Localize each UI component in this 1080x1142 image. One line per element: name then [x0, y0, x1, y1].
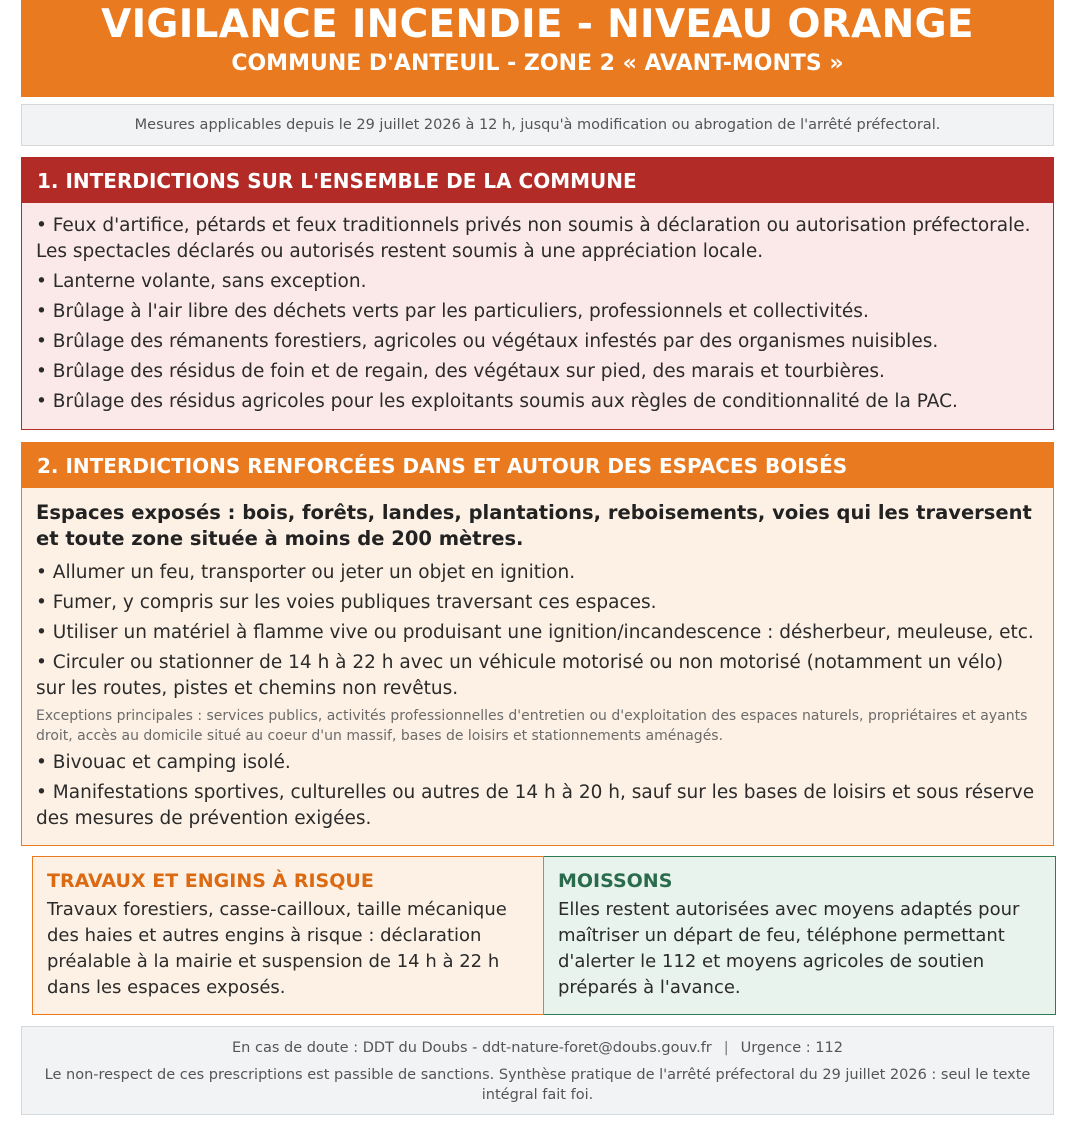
alert-subtitle: COMMUNE D'ANTEUIL - ZONE 2 « AVANT-MONTS » [231, 51, 844, 76]
harvest-text: Elles restent autorisées avec moyens adaptés pour maîtriser un départ de feu, téléphone permettant d'alerter le 112 et moyens agricoles de soutien préparés à l'avance. [558, 899, 1020, 998]
section-woodland-bans [21, 442, 1054, 846]
ban-item: • Brûlage des résidus agricoles pour les exploitants soumis aux règles de conditionnalité de la PAC. [36, 391, 958, 412]
section-commune-bans [21, 157, 1054, 430]
ban-item: • Lanterne volante, sans exception. [36, 271, 367, 292]
section-2-title: 2. INTERDICTIONS RENFORCÉES DANS ET AUTOUR DES ESPACES BOISÉS [21, 442, 1054, 488]
section-1-title: 1. INTERDICTIONS SUR L'ENSEMBLE DE LA COMMUNE [21, 157, 1054, 203]
ban-item: • Feux d'artifice, pétards et feux traditionnels privés non soumis à déclaration ou autorisation préfectorale. Les spectacles déclarés ou autorisés restent soumis à une appréciation locale. [36, 215, 1031, 262]
works-title: TRAVAUX ET ENGINS À RISQUE [47, 870, 374, 892]
exposed-areas-definition: Espaces exposés : bois, forêts, landes, plantations, reboisements, voies qui les traversent et toute zone située à moins de 200 mètres. [36, 501, 1032, 550]
alert-header [21, 0, 1054, 97]
footer [21, 1026, 1054, 1115]
validity-notice: Mesures applicables depuis le 29 juillet 2026 à 12 h, jusqu'à modification ou abrogation de l'arrêté préfectoral. [21, 104, 1054, 146]
harvest-box [544, 856, 1056, 1015]
works-text: Travaux forestiers, casse-cailloux, taille mécanique des haies et autres engins à risque : déclaration préalable à la mairie et suspension de 14 h à 22 h dans les espaces exposés. [47, 899, 507, 998]
section-1-list [22, 203, 1053, 415]
ban-item: • Bivouac et camping isolé. [36, 752, 291, 773]
ban-item: • Manifestations sportives, culturelles ou autres de 14 h à 20 h, sauf sur les bases de loisirs et sous réserve des mesures de prévention exigées. [36, 782, 1035, 829]
harvest-title: MOISSONS [558, 870, 673, 892]
ban-item: • Brûlage des résidus de foin et de regain, des végétaux sur pied, des marais et tourbières. [36, 361, 885, 382]
contact-info: En cas de doute : DDT du Doubs - ddt-nature-foret@doubs.gouv.fr [232, 1040, 712, 1056]
ban-item: • Brûlage des rémanents forestiers, agricoles ou végétaux infestés par des organismes nuisibles. [36, 331, 939, 352]
section-2-list [22, 488, 1053, 832]
ban-item: • Utiliser un matériel à flamme vive ou produisant une ignition/incandescence : désherbeur, meuleuse, etc. [36, 622, 1034, 643]
ban-item: • Fumer, y compris sur les voies publiques traversant ces espaces. [36, 592, 657, 613]
footer-separator: | [723, 1040, 729, 1056]
alert-title: VIGILANCE INCENDIE - NIVEAU ORANGE [101, 2, 974, 47]
footer-contact-line [22, 1037, 1053, 1059]
info-boxes [32, 856, 1056, 1015]
emergency-number: Urgence : 112 [740, 1040, 843, 1056]
ban-item: • Allumer un feu, transporter ou jeter un objet en ignition. [36, 562, 576, 583]
ban-item: • Circuler ou stationner de 14 h à 22 h avec un véhicule motorisé ou non motorisé (notamment un vélo) sur les routes, pistes et chemins non revêtus. [36, 652, 1004, 699]
ban-item: • Brûlage à l'air libre des déchets verts par les particuliers, professionnels et collectivités. [36, 301, 869, 322]
works-box [32, 856, 544, 1015]
exceptions-note: Exceptions principales : services publics, activités professionnelles d'entretien ou d'exploitation des espaces naturels, propriétaires et ayants droit, accès au domicile situé au coeur d'un massif, bases de loisirs et stationnements aménagés. [36, 708, 1028, 744]
legal-disclaimer: Le non-respect de ces prescriptions est passible de sanctions. Synthèse pratique de l'arrêté préfectoral du 29 juillet 2026 : seul le texte intégral fait foi. [44, 1067, 1031, 1103]
